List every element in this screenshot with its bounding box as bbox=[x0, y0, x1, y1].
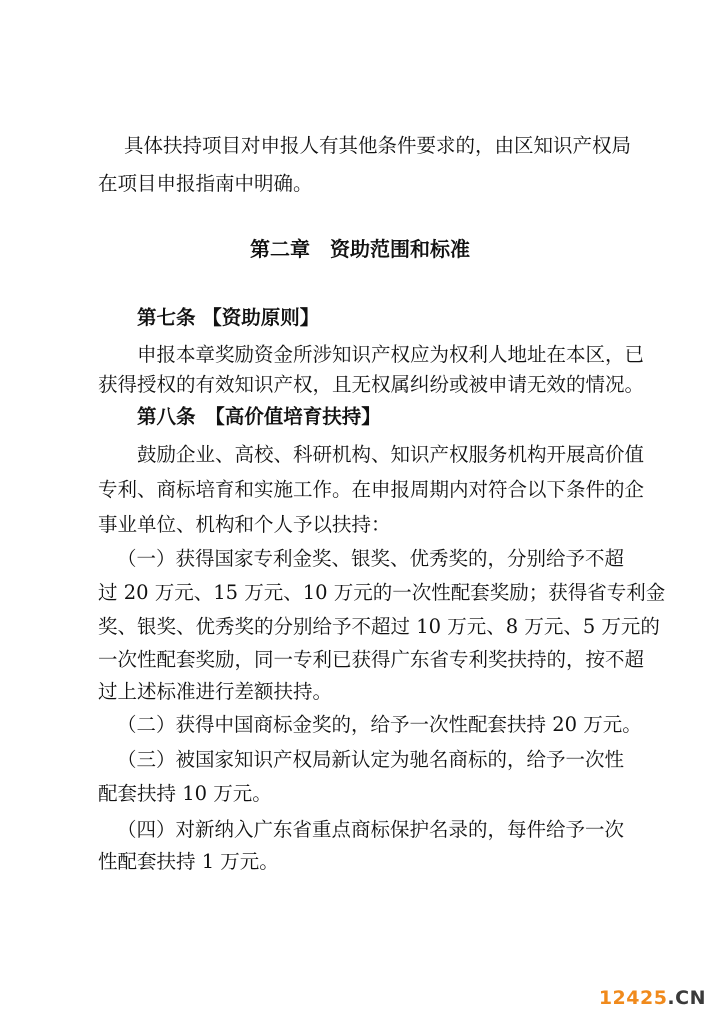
paragraph-line: 专利、商标培育和实施工作。在申报周期内对符合以下条件的企 bbox=[98, 478, 645, 501]
site-watermark bbox=[599, 987, 706, 1009]
article-7-title: 第七条 【资助原则】 bbox=[137, 306, 320, 329]
paragraph-line: 鼓励企业、高校、科研机构、知识产权服务机构开展高价值 bbox=[137, 443, 645, 466]
article-8-title: 第八条 【高价值培育扶持】 bbox=[137, 405, 381, 428]
paragraph-line: 在项目申报指南中明确。 bbox=[98, 172, 313, 195]
list-item-line: 奖、银奖、优秀奖的分别给予不超过 10 万元、8 万元、5 万元的 bbox=[98, 615, 660, 638]
list-item-line: 配套扶持 10 万元。 bbox=[98, 782, 272, 805]
list-item-line: 一次性配套奖励，同一专利已获得广东省专利奖扶持的，按不超 bbox=[98, 648, 645, 671]
list-item-line: （一）获得国家专利金奖、银奖、优秀奖的，分别给予不超 bbox=[117, 547, 625, 570]
list-item-line: 过 20 万元、15 万元、10 万元的一次性配套奖励；获得省专利金 bbox=[98, 581, 666, 604]
list-item-line: 性配套扶持 1 万元。 bbox=[98, 850, 279, 873]
paragraph-line: 获得授权的有效知识产权，且无权属纠纷或被申请无效的情况。 bbox=[98, 373, 645, 396]
list-item-line: 过上述标准进行差额扶持。 bbox=[98, 680, 333, 703]
list-item-line: （四）对新纳入广东省重点商标保护名录的，每件给予一次 bbox=[117, 818, 625, 841]
chapter-heading: 第二章 资助范围和标准 bbox=[250, 237, 470, 261]
paragraph-line: 申报本章奖励资金所涉知识产权应为权利人地址在本区，已 bbox=[137, 343, 645, 366]
list-item-line: （二）获得中国商标金奖的，给予一次性配套扶持 20 万元。 bbox=[117, 713, 642, 736]
watermark-suffix: .CN bbox=[667, 987, 706, 1009]
paragraph-line: 事业单位、机构和个人予以扶持： bbox=[98, 513, 391, 536]
watermark-number: 12425 bbox=[598, 987, 668, 1009]
paragraph-line: 具体扶持项目对申报人有其他条件要求的，由区知识产权局 bbox=[124, 134, 632, 157]
list-item-line: （三）被国家知识产权局新认定为驰名商标的，给予一次性 bbox=[117, 748, 625, 771]
